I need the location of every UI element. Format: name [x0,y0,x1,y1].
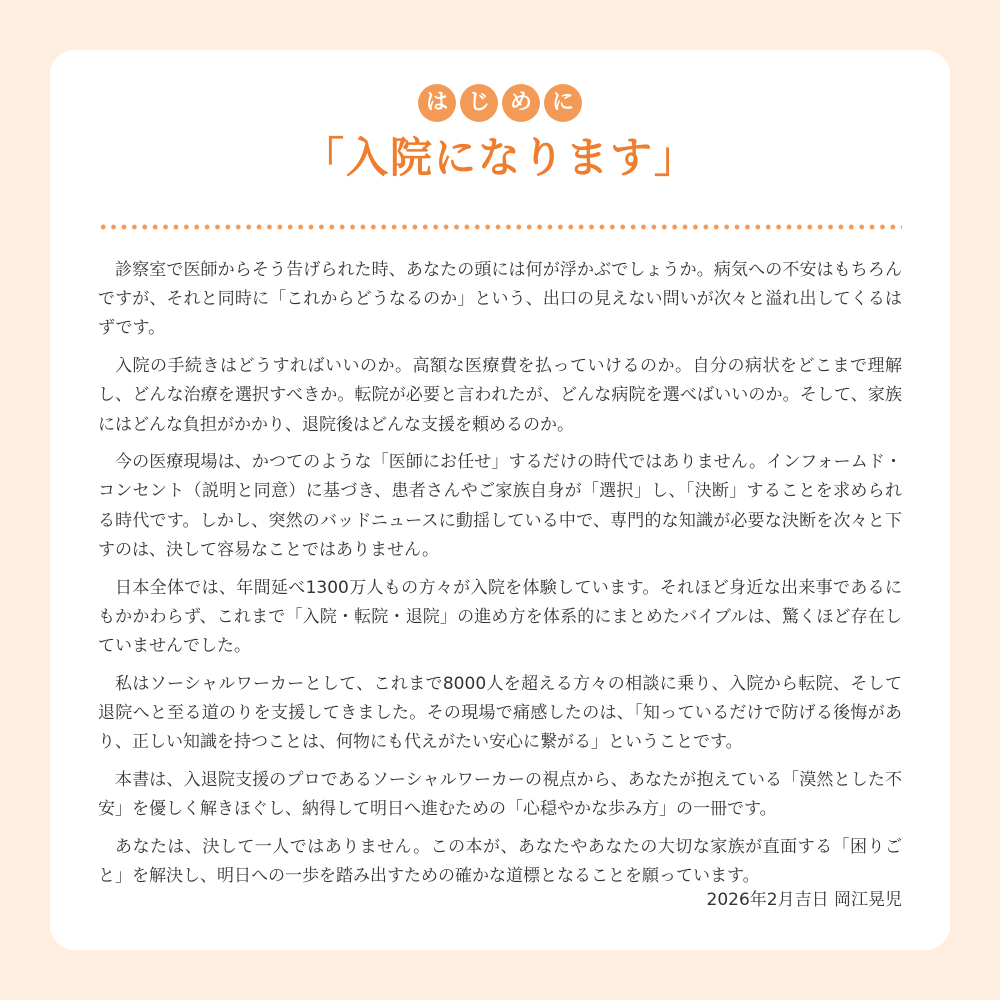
dotted-divider [98,224,902,230]
paragraph: 今の医療現場は、かつてのような「医師にお任せ」するだけの時代ではありません。インフォームド・コンセント（説明と同意）に基づき、患者さんやご家族自身が「選択」し、「決断」することを求められる時代です。しかし、突然のバッドニュースに動揺している中で、専門的な知識が必要な決断を次々と下すのは、決して容易なことではありません。 [98,452,902,560]
preface-body [98,256,902,900]
section-label-char: じ [460,84,498,122]
paragraph: 入院の手続きはどうすればいいのか。高額な医療費を払っていけるのか。自分の病状をどこまで理解し、どんな治療を選択すべきか。転院が必要と言われたが、どんな病院を選べばいいのか。そして、家族にはどんな負担がかかり、退院後はどんな支援を頼めるのか。 [98,356,902,435]
paragraph: あなたは、決して一人ではありません。この本が、あなたやあなたの大切な家族が直面する「困りごと」を解決し、明日への一歩を踏み出すための確かな道標となることを願っています。 [98,836,902,886]
section-label-char: は [418,84,456,122]
section-label-char: め [502,84,540,122]
section-label [418,84,582,122]
paragraph: 本書は、入退院支援のプロであるソーシャルワーカーの視点から、あなたが抱えている「漠然とした不安」を優しく解きほぐし、納得して明日へ進むための「心穏やかな歩み方」の一冊です。 [98,769,902,819]
section-label-char: に [544,84,582,122]
preface-header [50,84,950,186]
preface-card [50,50,950,950]
signature: 2026年2月吉日 岡江晃児 [706,890,902,910]
paragraph: 私はソーシャルワーカーとして、これまで8000人を超える方々の相談に乗り、入院から転院、そして退院へと至る道のりを支援してきました。その現場で痛感したのは、「知っているだけで防げる後悔があり、正しい知識を持つことは、何物にも代えがたい安心に繋がる」ということです。 [98,673,902,753]
page-title: 「入院になります」 [301,133,698,182]
paragraph: 診察室で医師からそう告げられた時、あなたの頭には何が浮かぶでしょうか。病気への不安はもちろんですが、それと同時に「これからどうなるのか」という、出口の見えない問いが次々と溢れ出してくるはずです。 [98,260,902,339]
paragraph: 日本全体では、年間延べ1300万人もの方々が入院を体験しています。それほど身近な出来事であるにもかかわらず、これまで「入院・転院・退院」の進め方を体系的にまとめたバイブルは、驚くほど存在していませんでした。 [98,577,902,656]
